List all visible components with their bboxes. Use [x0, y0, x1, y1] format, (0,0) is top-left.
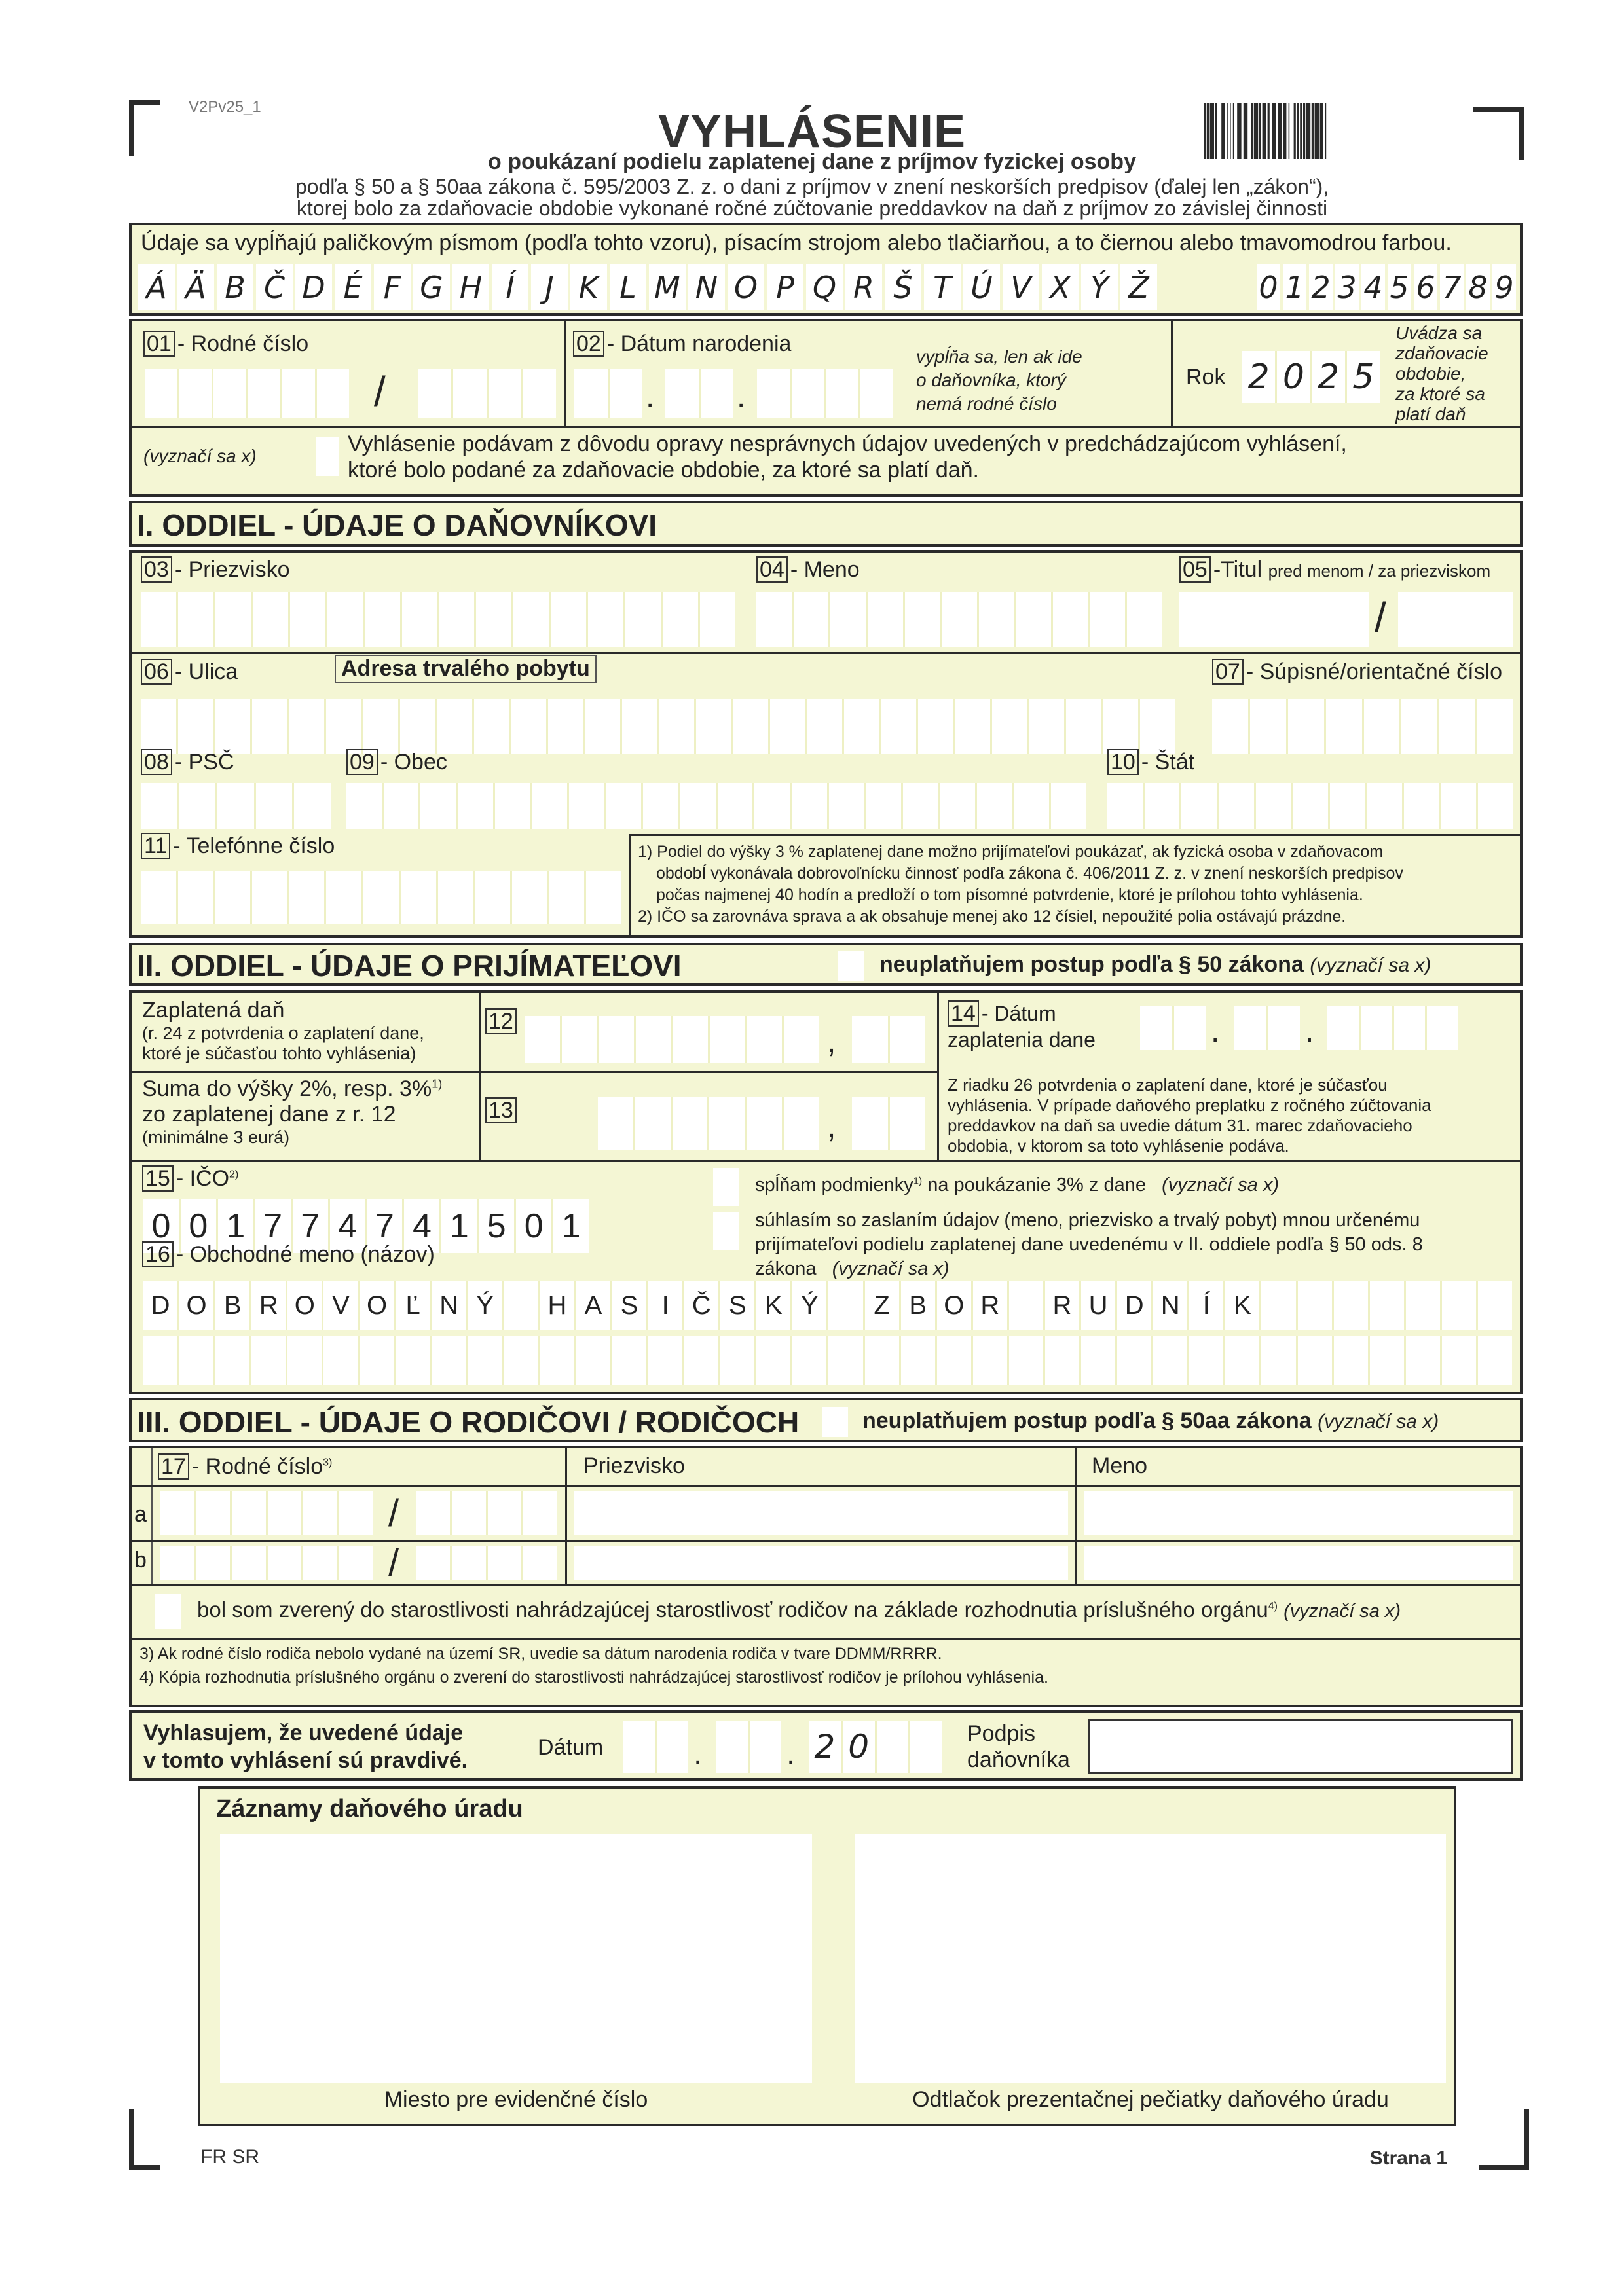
char-cell[interactable]	[1440, 1336, 1476, 1385]
char-cell[interactable]	[1404, 1336, 1440, 1385]
sample-char: 3	[1335, 264, 1359, 310]
birth-date-year[interactable]	[757, 369, 893, 418]
char-cell[interactable]: U	[1079, 1281, 1115, 1330]
paid-tax-cents[interactable]	[852, 1016, 925, 1063]
parent-a-name[interactable]	[1084, 1491, 1513, 1535]
parent-b-surname[interactable]	[574, 1546, 1068, 1580]
footnote-4: 4) Kópia rozhodnutia príslušného orgánu o zverení do starostlivosti nahrádzajúcej starostlivosť rodičov je prílohou vyhlásenia.	[139, 1668, 1048, 1686]
sample-char: K	[570, 264, 607, 310]
sample-char: 4	[1361, 264, 1385, 310]
char-cell[interactable]: 0	[1275, 351, 1310, 403]
footnote-1c: počas najmenej 40 hodín a predloží o tom písomné potvrdenie, ktoré je prílohou tohto vyhlásenia.	[656, 886, 1363, 904]
char-cell[interactable]: O	[358, 1281, 394, 1330]
paid-tax-comma: ,	[827, 1025, 836, 1059]
char-cell[interactable]	[718, 1336, 754, 1385]
title-before-input[interactable]	[1179, 592, 1369, 647]
char-cell[interactable]	[322, 1336, 358, 1385]
field-14-label: 14 - Dátum zaplatenia dane	[948, 1001, 1096, 1051]
evidence-number-area	[220, 1834, 812, 2083]
char-cell[interactable]: 0	[514, 1199, 551, 1253]
char-cell[interactable]	[646, 1336, 682, 1385]
char-cell[interactable]: V	[322, 1281, 358, 1330]
sample-char: 8	[1466, 264, 1490, 310]
char-cell[interactable]: S	[610, 1281, 646, 1330]
char-cell[interactable]: R	[971, 1281, 1007, 1330]
street-input[interactable]	[141, 699, 1175, 754]
sample-char: Č	[256, 264, 293, 310]
sample-char: 1	[1283, 264, 1306, 310]
parent-a-birth-number-2[interactable]	[416, 1491, 557, 1535]
tax-year-input[interactable]	[1242, 351, 1380, 403]
footnote-3: 3) Ak rodné číslo rodiča nebolo vydané na území SR, uvedie sa dátum narodenia rodiča v tvare DDMM/RRRR.	[139, 1645, 942, 1663]
column-surname: Priezvisko	[583, 1453, 685, 1478]
parent-b-name[interactable]	[1084, 1546, 1513, 1580]
signature-field[interactable]	[1088, 1719, 1513, 1774]
sample-char: 5	[1388, 264, 1411, 310]
parent-a-slash: /	[388, 1492, 399, 1535]
char-cell[interactable]	[502, 1336, 538, 1385]
footnote-2: 2) IČO sa zarovnáva sprava a ak obsahuje menej ako 12 čísiel, nepoužité polia ostávajú prázdne.	[638, 907, 1346, 926]
phone-input[interactable]	[141, 871, 621, 924]
char-cell[interactable]	[1332, 1281, 1368, 1330]
payment-date-year[interactable]	[1327, 1006, 1458, 1050]
business-name-row-1[interactable]	[143, 1281, 1512, 1330]
date-label: Dátum	[538, 1735, 604, 1760]
sample-char: Ú	[963, 264, 1000, 310]
char-cell[interactable]	[875, 1721, 909, 1773]
char-cell[interactable]	[430, 1336, 466, 1385]
surname-input[interactable]	[141, 592, 735, 647]
sample-char: V	[1003, 264, 1039, 310]
char-cell[interactable]	[826, 1336, 862, 1385]
char-cell[interactable]	[863, 1336, 899, 1385]
field-06-label: 06 - Ulica	[141, 659, 238, 685]
field-03-label: 03 - Priezvisko	[141, 556, 290, 583]
char-cell[interactable]: 2	[814, 1728, 836, 1766]
char-cell[interactable]	[358, 1336, 394, 1385]
house-number-input[interactable]	[1212, 699, 1513, 754]
sample-letters	[138, 264, 1160, 310]
column-name: Meno	[1092, 1453, 1148, 1478]
char-cell[interactable]: H	[538, 1281, 574, 1330]
first-name-input[interactable]	[756, 592, 1162, 647]
sample-char: G	[413, 264, 450, 310]
parent-a-surname[interactable]	[574, 1491, 1068, 1535]
date-dot-2: .	[737, 380, 746, 414]
char-cell[interactable]: S	[718, 1281, 754, 1330]
char-cell[interactable]: A	[574, 1281, 610, 1330]
char-cell[interactable]	[1259, 1336, 1295, 1385]
char-cell[interactable]: Z	[863, 1281, 899, 1330]
birth-number-slash: /	[374, 368, 386, 415]
field-12-number: 12	[485, 1008, 519, 1034]
char-cell[interactable]: 7	[291, 1199, 328, 1253]
birth-date-month[interactable]	[665, 369, 733, 418]
char-cell[interactable]	[826, 1281, 862, 1330]
sample-char: H	[452, 264, 489, 310]
form-title: VYHLÁSENIE	[657, 105, 967, 158]
sample-char: Ä	[177, 264, 214, 310]
sample-char: L	[610, 264, 646, 310]
char-cell[interactable]	[286, 1336, 322, 1385]
sample-char: 9	[1492, 264, 1516, 310]
char-cell[interactable]	[1187, 1336, 1223, 1385]
form-code: V2Pv25_1	[189, 98, 261, 116]
sample-char: Š	[885, 264, 921, 310]
section-2-title: II. ODDIEL - ÚDAJE O PRIJÍMATEĽOVI	[137, 949, 682, 983]
char-cell[interactable]	[1259, 1281, 1295, 1330]
char-cell[interactable]	[213, 1336, 249, 1385]
char-cell[interactable]: 7	[253, 1199, 291, 1253]
char-cell[interactable]	[682, 1336, 718, 1385]
char-cell[interactable]: 5	[1345, 351, 1380, 403]
char-cell[interactable]: D	[1115, 1281, 1151, 1330]
field-08-label: 08 - PSČ	[141, 749, 234, 775]
sample-char: X	[1042, 264, 1079, 310]
sample-char: R	[845, 264, 882, 310]
char-cell[interactable]: D	[151, 1290, 170, 1320]
char-cell[interactable]: O	[177, 1281, 213, 1330]
field-14-note: Z riadku 26 potvrdenia o zaplatení dane, ktoré je súčasťou vyhlásenia. V prípade daňového preplatku z ročného zúčtovania preddavkov na daň sa uvedie dátum 31. marec zdaňovacieho obdobia, v ktorom sa toto vyhlásenie podáva.	[948, 1075, 1431, 1156]
char-cell[interactable]: 4	[402, 1199, 439, 1253]
char-cell[interactable]: 5	[477, 1199, 514, 1253]
title-after-input[interactable]	[1398, 592, 1513, 647]
char-cell[interactable]	[1007, 1281, 1043, 1330]
birth-date-day[interactable]	[574, 369, 642, 418]
municipality-input[interactable]	[346, 783, 1086, 829]
declaration-text: Vyhlasujem, že uvedené údaje v tomto vyhlásení sú pravdivé.	[143, 1721, 468, 1773]
correction-checkbox[interactable]	[316, 437, 339, 476]
payment-date-dot-2: .	[1305, 1014, 1314, 1049]
char-cell[interactable]	[899, 1336, 935, 1385]
sample-char: 2	[1309, 264, 1333, 310]
sample-char: O	[728, 264, 764, 310]
char-cell[interactable]: 7	[365, 1199, 403, 1253]
form-subtitle: o poukázaní podielu zaplatenej dane z príjmov fyzickej osoby	[488, 149, 1136, 174]
date-dot-1: .	[646, 380, 655, 414]
corner-mark-bottom-right	[1479, 2109, 1529, 2170]
char-cell[interactable]	[1296, 1336, 1332, 1385]
char-cell[interactable]	[249, 1336, 286, 1385]
char-cell[interactable]	[1368, 1336, 1404, 1385]
char-cell[interactable]	[1368, 1281, 1404, 1330]
section-3-title: III. ODDIEL - ÚDAJE O RODIČOVI / RODIČOCH	[137, 1405, 800, 1439]
amount-cents[interactable]	[852, 1097, 925, 1150]
corner-mark-bottom-left	[129, 2109, 160, 2170]
char-cell[interactable]: O	[935, 1281, 971, 1330]
evidence-number-caption: Miesto pre evidenčné číslo	[384, 2087, 648, 2112]
sample-char: F	[374, 264, 411, 310]
sample-char: Ý	[1081, 264, 1118, 310]
custody-label: bol som zverený do starostlivosti nahrádzajúcej starostlivosť rodičov na základe rozhodnutia príslušného orgánu$^{4)}$ (vyznačí sa x)	[197, 1597, 1401, 1622]
char-cell[interactable]: Ý	[466, 1281, 502, 1330]
footnote-1b: obdobÍ vykonávala dobrovoľnícku činnosť podľa zákona č. 406/2011 Z. z. v znení neskorších predpisov	[656, 864, 1403, 883]
section-2-body	[129, 990, 1522, 1394]
char-cell[interactable]	[466, 1336, 502, 1385]
section-1-header	[129, 501, 1522, 547]
char-cell[interactable]	[1079, 1336, 1115, 1385]
row-a-label: a	[134, 1502, 147, 1527]
paid-tax-label: Zaplatená daň (r. 24 z potvrdenia o zaplatení dane, ktoré je súčasťou tohto vyhlásenia)	[142, 998, 424, 1063]
sample-char: D	[295, 264, 332, 310]
postal-code-input[interactable]	[141, 783, 331, 829]
footnotes-box	[629, 834, 1520, 935]
sample-char: Q	[806, 264, 843, 310]
char-cell[interactable]	[908, 1721, 942, 1773]
year-label: Rok	[1186, 365, 1226, 390]
char-cell[interactable]	[790, 1336, 826, 1385]
parent-b-birth-number-2[interactable]	[416, 1546, 557, 1580]
char-cell[interactable]	[1043, 1336, 1079, 1385]
sign-date-dot-1: .	[693, 1737, 703, 1772]
amount-comma: ,	[827, 1110, 836, 1144]
field-04-label: 04 - Meno	[756, 556, 860, 583]
sample-char: B	[217, 264, 253, 310]
char-cell[interactable]	[1476, 1281, 1512, 1330]
field-11-label: 11 - Telefónne číslo	[141, 833, 335, 859]
tax-office-title: Záznamy daňového úradu	[216, 1795, 523, 1823]
sample-char: Í	[492, 264, 528, 310]
stamp-area	[855, 1834, 1446, 2083]
char-cell[interactable]: N	[430, 1281, 466, 1330]
char-cell[interactable]	[1151, 1336, 1187, 1385]
char-cell[interactable]: B	[899, 1281, 935, 1330]
signature-label: Podpis daňovníka	[967, 1721, 1070, 1772]
field-10-label: 10 - Štát	[1107, 749, 1194, 775]
row-b-label: b	[134, 1548, 147, 1573]
char-cell[interactable]	[1115, 1336, 1151, 1385]
title-slash: /	[1375, 594, 1386, 641]
correction-mark-hint: (vyznačí sa x)	[143, 446, 257, 466]
birth-number-part2[interactable]	[418, 369, 556, 418]
char-cell[interactable]: 1	[551, 1199, 589, 1253]
condition-3pct-label: spĺňam podmienky$^{1)}$ na poukázanie 3% z dane (vyznačí sa x)	[755, 1175, 1280, 1195]
field-15-label: 15 - IČO$^{2)}$	[142, 1165, 238, 1192]
char-cell[interactable]	[610, 1336, 646, 1385]
sample-char: M	[649, 264, 686, 310]
field-17-label: 17 - Rodné číslo$^{3)}$	[158, 1453, 332, 1480]
char-cell[interactable]: 4	[328, 1199, 365, 1253]
char-cell[interactable]: 1	[216, 1199, 253, 1253]
char-cell[interactable]: R	[249, 1281, 286, 1330]
footnote-1a: 1) Podiel do výšky 3 % zaplatenej dane možno prijímateľovi poukázať, ak fyzická osoba v zdaňovacom	[638, 843, 1384, 861]
char-cell[interactable]	[971, 1336, 1007, 1385]
business-name-row-2[interactable]	[143, 1336, 1512, 1385]
char-cell[interactable]: Č	[682, 1281, 718, 1330]
section-2-opt-out-checkbox[interactable]	[838, 951, 864, 981]
sample-char: Á	[138, 264, 175, 310]
char-cell[interactable]: Í	[1187, 1281, 1223, 1330]
char-cell[interactable]	[1007, 1336, 1043, 1385]
field-09-label: 09 - Obec	[346, 749, 447, 775]
declaration-box	[129, 1710, 1522, 1781]
char-cell[interactable]: B	[213, 1281, 249, 1330]
birth-date-note: vypĺňa sa, len ak ide o daňovníka, ktorý nemá rodné číslo	[916, 346, 1082, 414]
char-cell[interactable]: I	[646, 1281, 682, 1330]
custody-checkbox[interactable]	[155, 1594, 181, 1629]
section-2-header	[129, 943, 1522, 986]
char-cell[interactable]	[1404, 1281, 1440, 1330]
form-legal-line-1: podľa § 50 a § 50aa zákona č. 595/2003 Z. z. o dani z príjmov v znení neskorších predpisov (ďalej len „zákon“),	[295, 175, 1329, 198]
address-tag: Adresa trvalého pobytu	[335, 655, 597, 683]
char-cell[interactable]: 2	[1247, 357, 1270, 397]
paid-tax-input[interactable]	[525, 1016, 819, 1063]
char-cell[interactable]: O	[286, 1281, 322, 1330]
char-cell[interactable]: 0	[179, 1199, 216, 1253]
sample-char: 6	[1414, 264, 1437, 310]
country-input[interactable]	[1107, 783, 1513, 829]
section-1-body	[129, 550, 1522, 938]
footer-page-number: Strana 1	[1369, 2147, 1447, 2169]
field-13-number: 13	[485, 1097, 519, 1123]
footer-issuer: FR SR	[200, 2146, 259, 2168]
char-cell[interactable]: K	[754, 1281, 790, 1330]
section-3-opt-out-label: neuplatňujem postup podľa § 50aa zákona (vyznačí sa x)	[862, 1408, 1439, 1433]
char-cell[interactable]	[1440, 1281, 1476, 1330]
sample-char: P	[767, 264, 803, 310]
correction-text-1: Vyhlásenie podávam z dôvodu opravy nesprávnych údajov uvedených v predchádzajúcom vyhlásení,	[348, 431, 1347, 456]
sign-date-year[interactable]	[809, 1721, 942, 1773]
instructions-box	[129, 223, 1522, 316]
char-cell[interactable]	[177, 1336, 213, 1385]
birth-number-part1[interactable]	[145, 369, 349, 418]
stamp-caption: Odtlačok prezentačnej pečiatky daňového úradu	[912, 2087, 1389, 2112]
section-2-opt-out-label: neuplatňujem postup podľa § 50 zákona (vyznačí sa x)	[879, 952, 1431, 977]
sample-char: 7	[1440, 264, 1464, 310]
char-cell[interactable]: N	[1151, 1281, 1187, 1330]
char-cell[interactable]	[1223, 1336, 1259, 1385]
char-cell[interactable]: Ľ	[394, 1281, 430, 1330]
char-cell[interactable]	[754, 1336, 790, 1385]
char-cell[interactable]	[935, 1336, 971, 1385]
field-16-label: 16 - Obchodné meno (názov)	[142, 1241, 435, 1267]
char-cell[interactable]: K	[1223, 1281, 1259, 1330]
identification-box	[129, 319, 1522, 497]
sample-char: J	[531, 264, 568, 310]
char-cell[interactable]	[502, 1281, 538, 1330]
section-1-title: I. ODDIEL - ÚDAJE O DAŇOVNÍKOVI	[137, 508, 657, 542]
payment-date-dot-1: .	[1211, 1014, 1220, 1049]
char-cell[interactable]	[574, 1336, 610, 1385]
char-cell[interactable]	[1296, 1281, 1332, 1330]
field-07-label: 07 - Súpisné/orientačné číslo	[1212, 659, 1502, 685]
consent-label: súhlasím so zaslaním údajov (meno, priezvisko a trvalý pobyt) mnou určenému prijímateľovi podielu zaplatenej dane uvedenému v II. oddiele podľa § 50 ods. 8 zákona (vyznačí sa x)	[755, 1210, 1423, 1279]
amount-label: Suma do výšky 2%, resp. 3%$^{1)}$ zo zaplatenej dane z r. 12 (minimálne 3 eurá)	[142, 1076, 443, 1147]
sample-char: 0	[1257, 264, 1280, 310]
amount-input[interactable]	[598, 1097, 819, 1150]
sample-char: T	[924, 264, 961, 310]
section-3-body	[129, 1446, 1522, 1707]
sample-char: N	[688, 264, 725, 310]
field-02-label: 02 - Dátum narodenia	[573, 331, 791, 357]
section-3-header	[129, 1398, 1522, 1442]
form-legal-line-2: ktorej bolo za zdaňovacie obdobie vykonané ročné zúčtovanie preddavkov na daň z príjmov zo závislej činnosti	[296, 196, 1328, 220]
consent-checkbox[interactable]	[713, 1212, 739, 1250]
char-cell[interactable]	[394, 1336, 430, 1385]
char-cell[interactable]	[143, 1336, 177, 1385]
sign-date-day[interactable]	[623, 1721, 688, 1773]
char-cell[interactable]: 0	[151, 1207, 171, 1245]
sign-date-dot-2: .	[786, 1737, 796, 1772]
char-cell[interactable]: R	[1043, 1281, 1079, 1330]
section-3-opt-out-checkbox[interactable]	[822, 1407, 848, 1437]
sample-char: Ž	[1120, 264, 1157, 310]
char-cell[interactable]	[538, 1336, 574, 1385]
instructions-text: Údaje sa vypĺňajú paličkovým písmom (podľa tohto vzoru), písacím strojom alebo tlačiarňou, a to čiernou alebo tmavomodrou farbou.	[141, 230, 1452, 255]
parent-b-slash: /	[388, 1542, 399, 1584]
sample-digits	[1257, 264, 1519, 310]
field-01-label: 01 - Rodné číslo	[143, 331, 308, 357]
parent-a-birth-number-1[interactable]	[160, 1491, 373, 1535]
correction-text-2: ktoré bolo podané za zdaňovacie obdobie, za ktoré sa platí daň.	[348, 458, 980, 483]
char-cell[interactable]: Ý	[790, 1281, 826, 1330]
payment-date-day[interactable]	[1140, 1006, 1206, 1050]
char-cell[interactable]: 1	[439, 1199, 477, 1253]
tax-office-box	[198, 1786, 1456, 2126]
parent-b-birth-number-1[interactable]	[160, 1546, 373, 1580]
char-cell[interactable]	[1332, 1336, 1368, 1385]
tax-year-note: Uvádza sa zdaňovacie obdobie, za ktoré sa platí daň	[1395, 323, 1488, 424]
char-cell[interactable]: 0	[841, 1721, 875, 1773]
char-cell[interactable]	[1476, 1336, 1512, 1385]
field-05-label: 05 -Titul pred menom / za priezviskom	[1179, 556, 1490, 583]
char-cell[interactable]: 2	[1310, 351, 1345, 403]
sample-char: É	[335, 264, 371, 310]
payment-date-month[interactable]	[1234, 1006, 1300, 1050]
sign-date-month[interactable]	[716, 1721, 781, 1773]
condition-3pct-checkbox[interactable]	[713, 1168, 739, 1206]
